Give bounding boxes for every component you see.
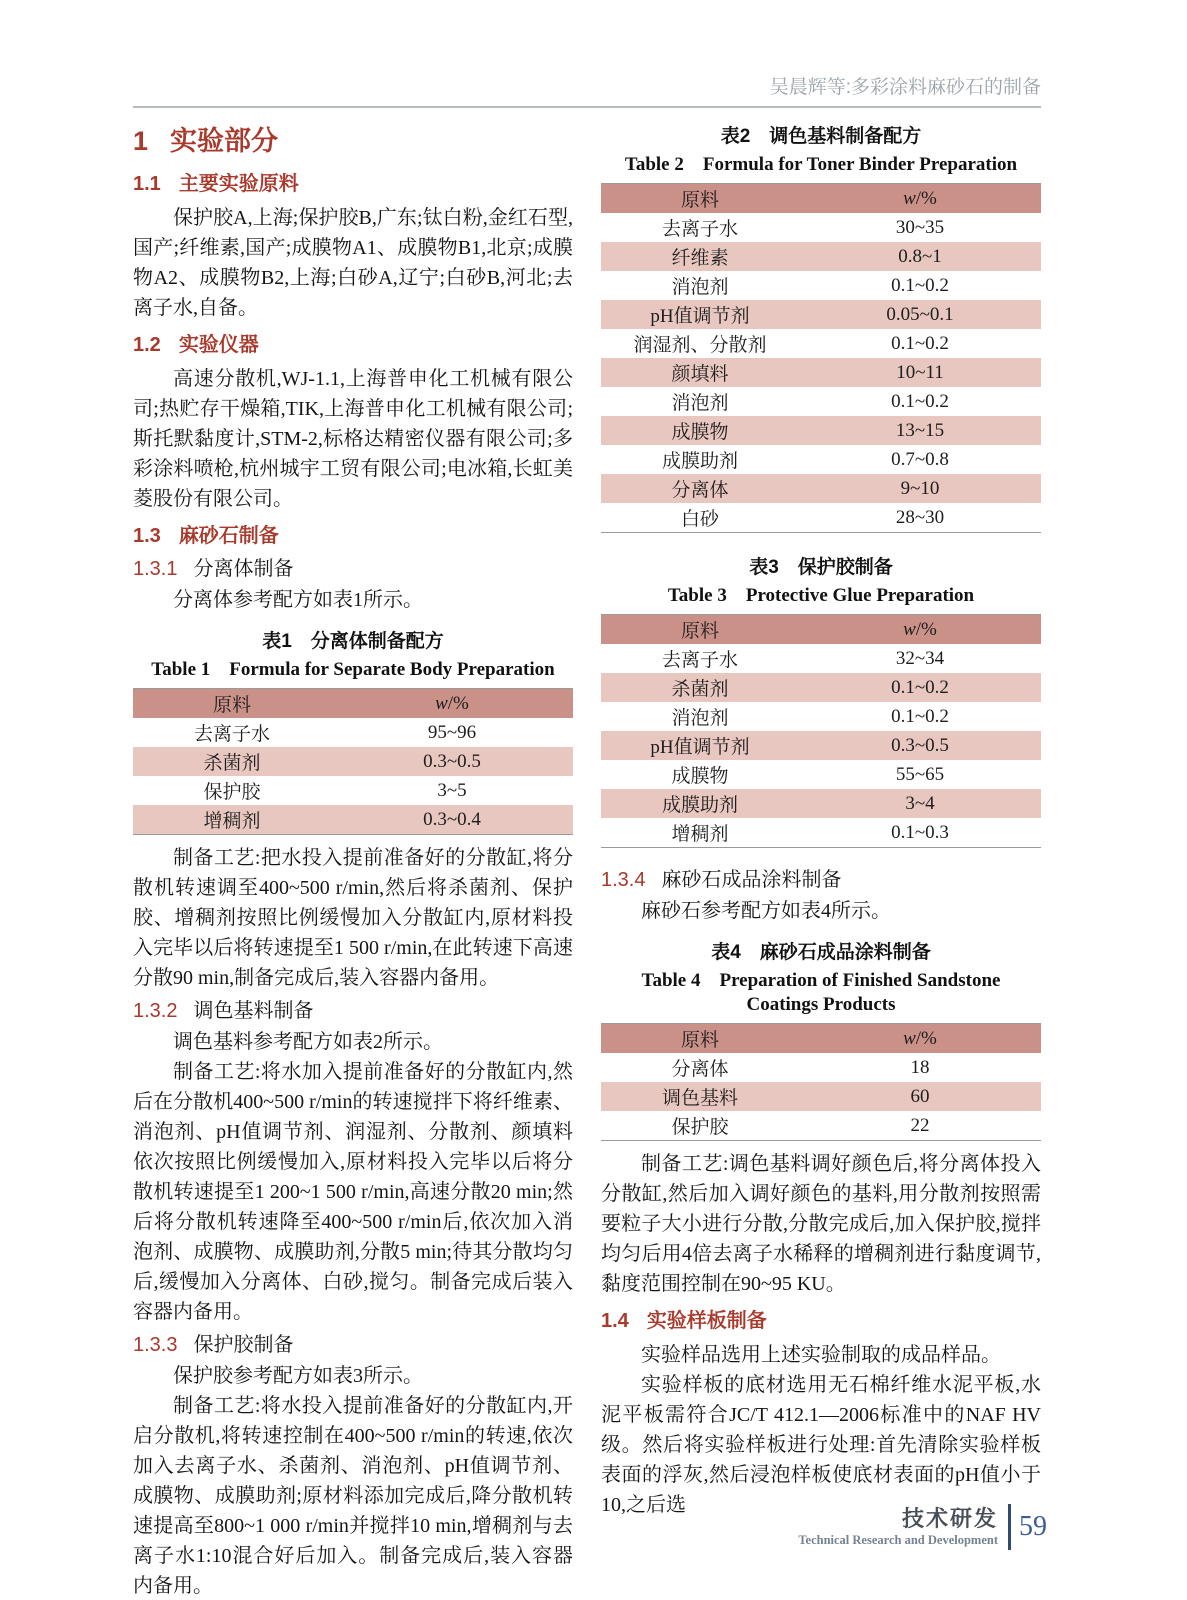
value-cell: 0.3~0.5 — [799, 731, 1041, 760]
section-heading-1-3-2 — [133, 997, 573, 1025]
ingredient-cell: 纤维素 — [601, 242, 799, 271]
table-row — [133, 747, 573, 776]
ingredient-cell: 增稠剂 — [133, 805, 331, 835]
table-2-title-cn: 表2 调色基料制备配方 — [720, 126, 922, 147]
ingredient-cell: 增稠剂 — [671, 824, 729, 845]
value-cell: 22 — [910, 1114, 930, 1136]
section-title: 调色基料制备 — [193, 1000, 314, 1022]
left-column — [133, 122, 573, 1600]
section-heading-1-1 — [133, 170, 573, 198]
paragraph-instruments: 高速分散机,WJ-1.1,上海普申化工机械有限公司;热贮存干燥箱,TIK,上海普申化工机械有限公司;斯托默黏度计,STM-2,标格达精密仪器有限公司;多彩涂料喷枪,杭州城宇工贸有限公司;电冰箱,长虹美菱股份有限公司。 — [133, 368, 573, 510]
table-row — [601, 760, 1041, 789]
ingredient-cell: 调色基料 — [601, 1082, 799, 1111]
ingredient-cell: 成膜物 — [601, 416, 799, 445]
section-heading-1-3-1 — [133, 555, 573, 583]
value-cell: 0.1~0.2 — [799, 673, 1041, 702]
table-header-row — [133, 689, 573, 719]
value-cell: 30~35 — [895, 216, 945, 238]
page-footer — [798, 1504, 1047, 1550]
value-cell: 0.1~0.2 — [891, 705, 949, 727]
ingredient-cell: 去离子水 — [661, 219, 738, 240]
ingredient-column-header: 原料 — [601, 184, 799, 214]
table-3-block — [601, 555, 1041, 848]
right-column — [601, 122, 1041, 1600]
section-title: 实验部分 — [170, 126, 279, 156]
ingredient-cell: 成膜助剂 — [601, 789, 799, 818]
content-area — [133, 72, 1041, 1600]
table-row — [601, 1111, 1041, 1141]
footer-section-cn: 技术研发 — [901, 1505, 998, 1531]
table-row — [601, 416, 1041, 445]
table-1-title-cn: 表1 分离体制备配方 — [262, 631, 444, 652]
value-cell: 32~34 — [895, 647, 945, 669]
ingredient-cell: 分离体 — [601, 474, 799, 503]
table-row — [601, 213, 1041, 242]
footer-section-en: Technical Research and Development — [798, 1532, 998, 1547]
section-title: 主要实验原料 — [178, 173, 299, 195]
running-header — [133, 72, 1041, 108]
ingredient-cell: 分离体 — [671, 1059, 729, 1080]
table-row — [601, 329, 1041, 358]
section-heading-1-2 — [133, 331, 573, 359]
ingredient-cell: pH值调节剂 — [601, 731, 799, 760]
footer-section-labels — [798, 1506, 998, 1549]
table-row — [601, 387, 1041, 416]
ingredient-cell: 消泡剂 — [671, 708, 729, 729]
table-row — [601, 1053, 1041, 1082]
table-row — [601, 644, 1041, 673]
value-cell: 0.05~0.1 — [799, 300, 1041, 329]
ingredient-cell: 消泡剂 — [671, 393, 729, 414]
table-row — [601, 271, 1041, 300]
value-cell: 10~11 — [799, 358, 1041, 387]
paragraph-separate-body-process: 制备工艺:把水投入提前准备好的分散缸,将分散机转速调至400~500 r/min,然后将杀菌剂、保护胶、增稠剂按照比例缓慢加入分散缸内,原材料投入完毕以后将转速提至1 500 r/min,在此转速下高速分散90 min,制备完成后,装入容器内备用。 — [133, 847, 573, 989]
ingredient-column-header: 原料 — [601, 615, 799, 645]
ingredient-cell: 润湿剂、分散剂 — [633, 335, 767, 356]
section-number: 1.2 — [133, 334, 161, 356]
section-title: 麻砂石成品涂料制备 — [661, 869, 842, 891]
section-heading-1 — [133, 124, 573, 158]
paragraph-table2-ref: 调色基料参考配方如表2所示。 — [173, 1031, 443, 1053]
table-4-block — [601, 940, 1041, 1141]
ingredient-column-header: 原料 — [133, 689, 331, 719]
ingredient-cell: 去离子水 — [193, 724, 270, 745]
value-cell: 0.8~1 — [799, 242, 1041, 271]
ingredient-cell: 成膜助剂 — [661, 451, 738, 472]
table-row — [601, 358, 1041, 387]
paragraph-table1-ref: 分离体参考配方如表1所示。 — [173, 589, 423, 611]
table-row — [601, 300, 1041, 329]
value-cell: 60 — [799, 1082, 1041, 1111]
table-4-title-en: Table 4 Preparation of Finished Sandstone Coatings Products — [641, 970, 1001, 1015]
value-cell: 0.3~0.4 — [331, 805, 573, 835]
value-cell: 0.1~0.3 — [891, 821, 949, 843]
weight-percent-column-header: w/% — [799, 615, 1041, 645]
table-row — [601, 818, 1041, 848]
weight-percent-column-header: w/% — [331, 689, 573, 719]
ingredient-cell: 颜填料 — [601, 358, 799, 387]
table-1-block — [133, 629, 573, 835]
value-cell: 18 — [910, 1056, 930, 1078]
table-row — [601, 503, 1041, 533]
section-number: 1.3.4 — [601, 869, 646, 891]
value-cell: 3~5 — [437, 779, 467, 801]
value-cell: 0.1~0.2 — [891, 332, 949, 354]
section-heading-1-4 — [601, 1307, 1041, 1335]
table-2 — [601, 183, 1041, 533]
table-4-title-cn: 表4 麻砂石成品涂料制备 — [711, 942, 931, 963]
paragraph-table4-ref: 麻砂石参考配方如表4所示。 — [641, 900, 891, 922]
section-title: 麻砂石制备 — [178, 525, 279, 547]
value-cell: 0.1~0.2 — [891, 390, 949, 412]
table-row — [601, 702, 1041, 731]
value-cell: 28~30 — [895, 506, 945, 528]
ingredient-column-header: 原料 — [601, 1024, 799, 1054]
weight-percent-column-header: w/% — [799, 1024, 1041, 1054]
ingredient-cell: 去离子水 — [661, 650, 738, 671]
value-cell: 0.7~0.8 — [891, 448, 949, 470]
ingredient-cell: 成膜物 — [671, 766, 729, 787]
paragraph-sample-board-prep: 实验样板的底材选用无石棉纤维水泥平板,水泥平板需符合JC/T 412.1—2006标准中的NAF HV级。然后将实验样板进行处理:首先清除实验样板表面的浮灰,然后浸泡样板使底材表面的pH值小于10,之后选 — [601, 1374, 1041, 1516]
value-cell: 0.1~0.2 — [891, 274, 949, 296]
ingredient-cell: 杀菌剂 — [601, 673, 799, 702]
section-title: 分离体制备 — [193, 558, 294, 580]
table-4 — [601, 1023, 1041, 1141]
ingredient-cell: 杀菌剂 — [133, 747, 331, 776]
table-row — [601, 731, 1041, 760]
paragraph-toner-binder-process: 制备工艺:将水加入提前准备好的分散缸内,然后在分散机400~500 r/min的转速搅拌下将纤维素、消泡剂、pH值调节剂、润湿剂、分散剂、颜填料依次按照比例缓慢加入,原材料投入完毕以后将分散机转速提至1 200~1 500 r/min,高速分散20 min;然后将分散机转速降至400~500 r/min后,依次加入消泡剂、成膜物、成膜助剂,分散5 min;待其分散均匀后,缓慢加入分离体、白砂,搅匀。制备完成后装入容器内备用。 — [133, 1061, 573, 1323]
table-3-title-en: Table 3 Protective Glue Preparation — [667, 585, 975, 606]
table-row — [601, 789, 1041, 818]
section-heading-1-3 — [133, 522, 573, 550]
section-number: 1.3.3 — [133, 1334, 178, 1356]
table-2-title-en: Table 2 Formula for Toner Binder Preparation — [624, 154, 1018, 175]
ingredient-cell: 保护胶 — [203, 782, 261, 803]
table-row — [601, 445, 1041, 474]
section-heading-1-3-4 — [601, 866, 1041, 894]
value-cell: 0.3~0.5 — [331, 747, 573, 776]
table-1 — [133, 688, 573, 835]
ingredient-cell: 消泡剂 — [671, 277, 729, 298]
paragraph-table3-ref: 保护胶参考配方如表3所示。 — [173, 1365, 423, 1387]
paragraph-protective-glue-process: 制备工艺:将水投入提前准备好的分散缸内,开启分散机,将转速控制在400~500 r/min的转速,依次加入去离子水、杀菌剂、消泡剂、pH值调节剂、成膜物、成膜助剂;原材料添加完成后,降分散机转速提高至800~1 000 r/min并搅拌10 min,增稠剂与去离子水1:10混合好后加入。制备完成后,装入容器内备用。 — [133, 1395, 573, 1597]
table-3-title-cn: 表3 保护胶制备 — [749, 557, 893, 578]
value-cell: 3~4 — [799, 789, 1041, 818]
footer-divider-bar — [1008, 1504, 1011, 1550]
paragraph-sample-selection: 实验样品选用上述实验制取的成品样品。 — [641, 1344, 1001, 1366]
table-row — [601, 1082, 1041, 1111]
ingredient-cell: pH值调节剂 — [601, 300, 799, 329]
table-header-row — [601, 1024, 1041, 1054]
section-number: 1.3.2 — [133, 1000, 178, 1022]
value-cell: 13~15 — [799, 416, 1041, 445]
section-heading-1-3-3 — [133, 1331, 573, 1359]
paragraph-finished-coating-process: 制备工艺:调色基料调好颜色后,将分离体投入分散缸,然后加入调好颜色的基料,用分散剂按照需要粒子大小进行分散,分散完成后,加入保护胶,搅拌均匀后用4倍去离子水稀释的增稠剂进行黏度调节,黏度范围控制在90~95 KU。 — [601, 1153, 1041, 1295]
value-cell: 55~65 — [895, 763, 945, 785]
section-number: 1.3 — [133, 525, 161, 547]
two-column-layout — [133, 122, 1041, 1600]
value-cell: 9~10 — [799, 474, 1041, 503]
table-header-row — [601, 615, 1041, 645]
section-title: 保护胶制备 — [193, 1334, 294, 1356]
section-title: 实验仪器 — [178, 334, 259, 356]
table-row — [133, 776, 573, 805]
section-number: 1.1 — [133, 173, 161, 195]
running-header-title: 吴晨辉等:多彩涂料麻砂石的制备 — [769, 77, 1041, 98]
table-header-row — [601, 184, 1041, 214]
table-2-block — [601, 124, 1041, 533]
value-cell: 95~96 — [427, 721, 477, 743]
paragraph-materials: 保护胶A,上海;保护胶B,广东;钛白粉,金红石型,国产;纤维素,国产;成膜物A1、成膜物B1,北京;成膜物A2、成膜物B2,上海;白砂A,辽宁;白砂B,河北;去离子水,自备。 — [133, 207, 573, 319]
section-number: 1 — [133, 126, 149, 156]
table-row — [133, 718, 573, 747]
section-number: 1.4 — [601, 1310, 629, 1332]
table-row — [133, 805, 573, 835]
weight-percent-column-header: w/% — [799, 184, 1041, 214]
table-3 — [601, 614, 1041, 848]
section-number: 1.3.1 — [133, 558, 178, 580]
table-1-title-en: Table 1 Formula for Separate Body Preparation — [151, 659, 555, 680]
section-title: 实验样板制备 — [646, 1310, 767, 1332]
table-row — [601, 673, 1041, 702]
page-number: 59 — [1019, 1511, 1047, 1542]
table-row — [601, 242, 1041, 271]
table-row — [601, 474, 1041, 503]
ingredient-cell: 保护胶 — [671, 1117, 729, 1138]
ingredient-cell: 白砂 — [680, 509, 719, 530]
